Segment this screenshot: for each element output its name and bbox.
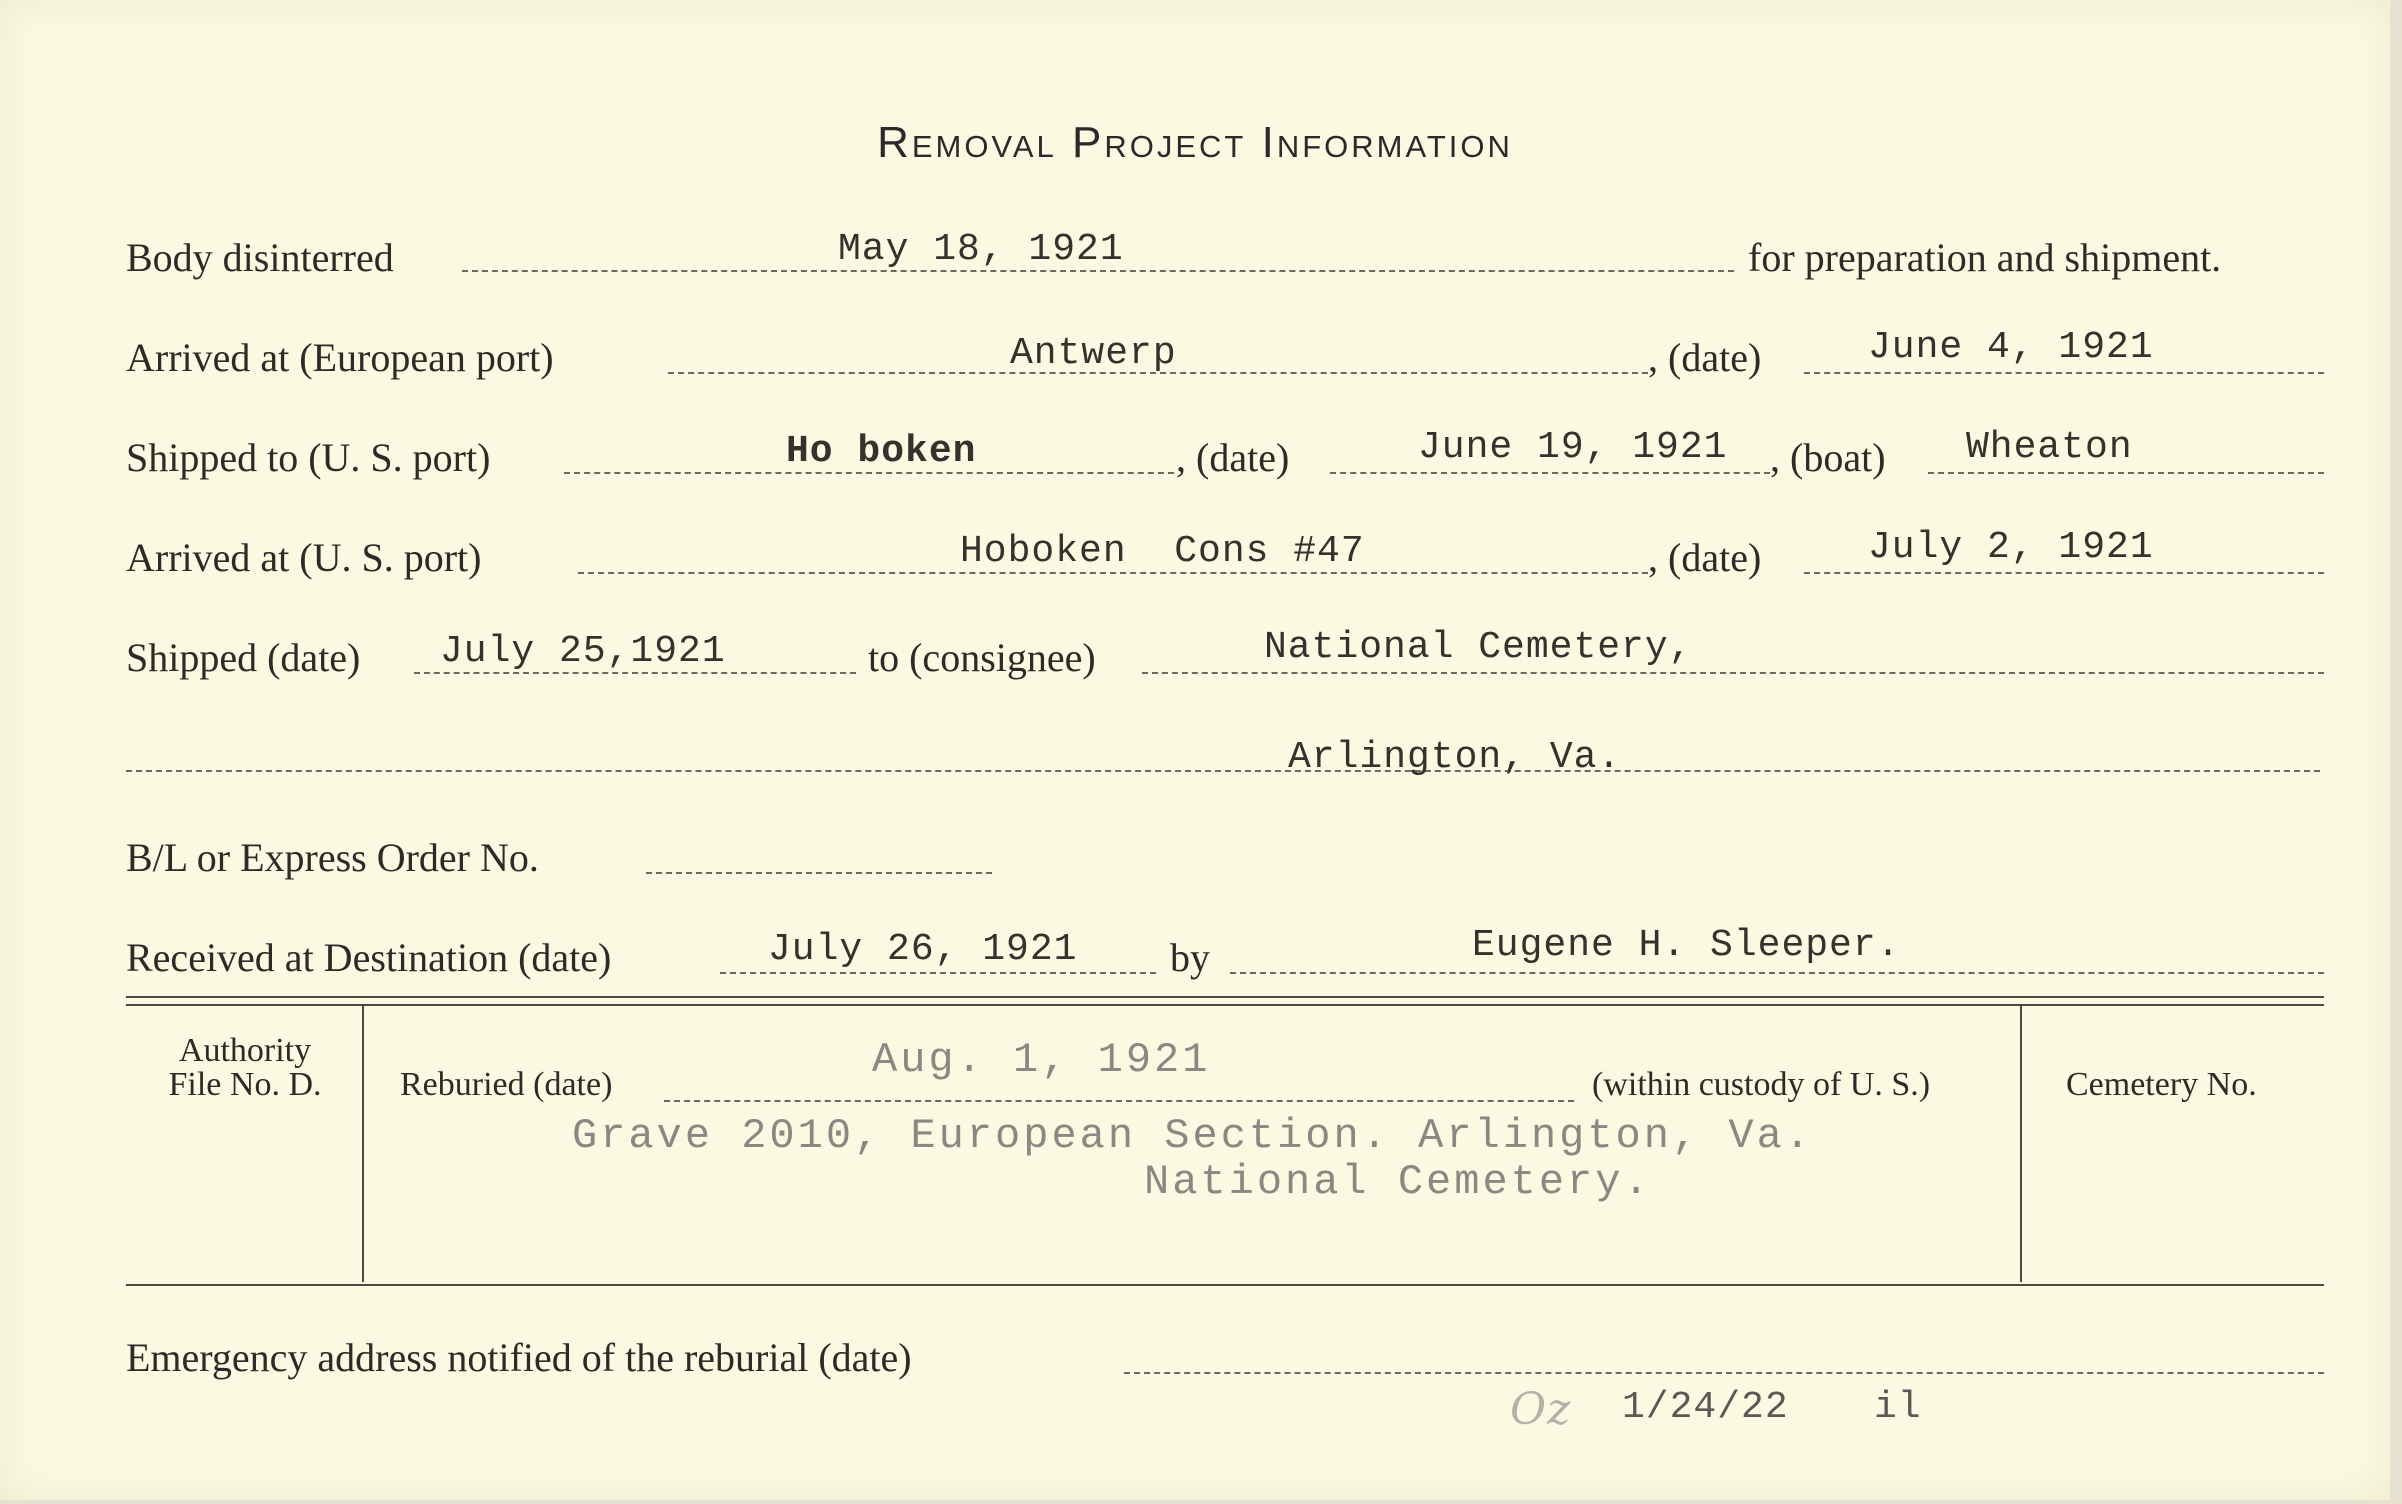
arrived-europe-port: Antwerp [1010,332,1177,375]
shipped-date: July 25,1921 [440,630,726,673]
received-by: Eugene H. Sleeper. [1472,924,1901,967]
consignee-line [1142,672,2324,674]
shipped-us-boat-label: , (boat) [1770,435,1886,480]
footer-code: il [1874,1386,1922,1429]
arrived-us-date: July 2, 1921 [1868,526,2154,569]
arrived-us-label: Arrived at (U. S. port) [126,535,482,580]
disinterred-suffix: for preparation and shipment. [1748,235,2222,280]
box-top-rule-2 [126,1004,2324,1006]
box-divider-left [362,1006,364,1282]
consignee-label: to (consignee) [868,635,1096,680]
arrived-europe-label: Arrived at (European port) [126,335,554,380]
custody-note: (within custody of U. S.) [1592,1066,1931,1103]
shipped-us-boat: Wheaton [1966,426,2133,469]
box-divider-right [2020,1006,2022,1282]
disinterred-value: May 18, 1921 [838,228,1124,271]
shipped-us-port: Ho boken [786,430,977,473]
received-by-line [1230,972,2324,974]
authority-line-1: Authority [178,1032,312,1069]
arrived-europe-date: June 4, 1921 [1868,326,2154,369]
emergency-label: Emergency address notified of the reburial (date) [126,1335,912,1380]
arrived-europe-date-line [1804,372,2324,374]
reburied-label: Reburied (date) [400,1066,613,1103]
consignee-value: National Cemetery, [1264,626,1693,669]
grave-line-1: Grave 2010, European Section. Arlington, Va. [572,1112,1813,1160]
arrived-us-date-label: , (date) [1648,535,1762,580]
arrived-us-port: Hoboken Cons #47 [960,530,1365,573]
shipped-us-date-line [1330,472,1770,474]
grave-line-2: National Cemetery. [1144,1158,1652,1206]
reburied-date: Aug. 1, 1921 [872,1036,1211,1084]
arrived-us-date-line [1804,572,2324,574]
received-by-label: by [1170,935,1210,980]
authority-line-2: File No. D. [168,1066,322,1103]
handwritten-initials: Oz [1510,1384,1572,1435]
consignee-value-2: Arlington, Va. [1288,736,1622,779]
disinterred-label: Body disinterred [126,235,394,280]
shipped-us-date-label: , (date) [1176,435,1290,480]
arrived-europe-date-label: , (date) [1648,335,1762,380]
shipped-us-label: Shipped to (U. S. port) [126,435,491,480]
reburied-line [664,1100,1574,1102]
shipped-us-date: June 19, 1921 [1418,426,1728,469]
cemetery-no-label: Cemetery No. [2066,1066,2257,1103]
box-top-rule-1 [126,996,2324,998]
authority-label [140,1034,350,1102]
received-date-line [720,972,1156,974]
shipped-date-label: Shipped (date) [126,635,361,680]
footer-date: 1/24/22 [1622,1386,1789,1429]
emergency-line [1124,1372,2324,1374]
received-label: Received at Destination (date) [126,935,612,980]
consignee-line-2 [126,770,2320,772]
received-date: July 26, 1921 [768,928,1078,971]
box-bottom-rule [126,1284,2324,1286]
page-title: Removal Project Information [877,118,1513,167]
shipped-us-boat-line [1928,472,2324,474]
bl-label: B/L or Express Order No. [126,835,539,880]
bl-line [646,872,992,874]
